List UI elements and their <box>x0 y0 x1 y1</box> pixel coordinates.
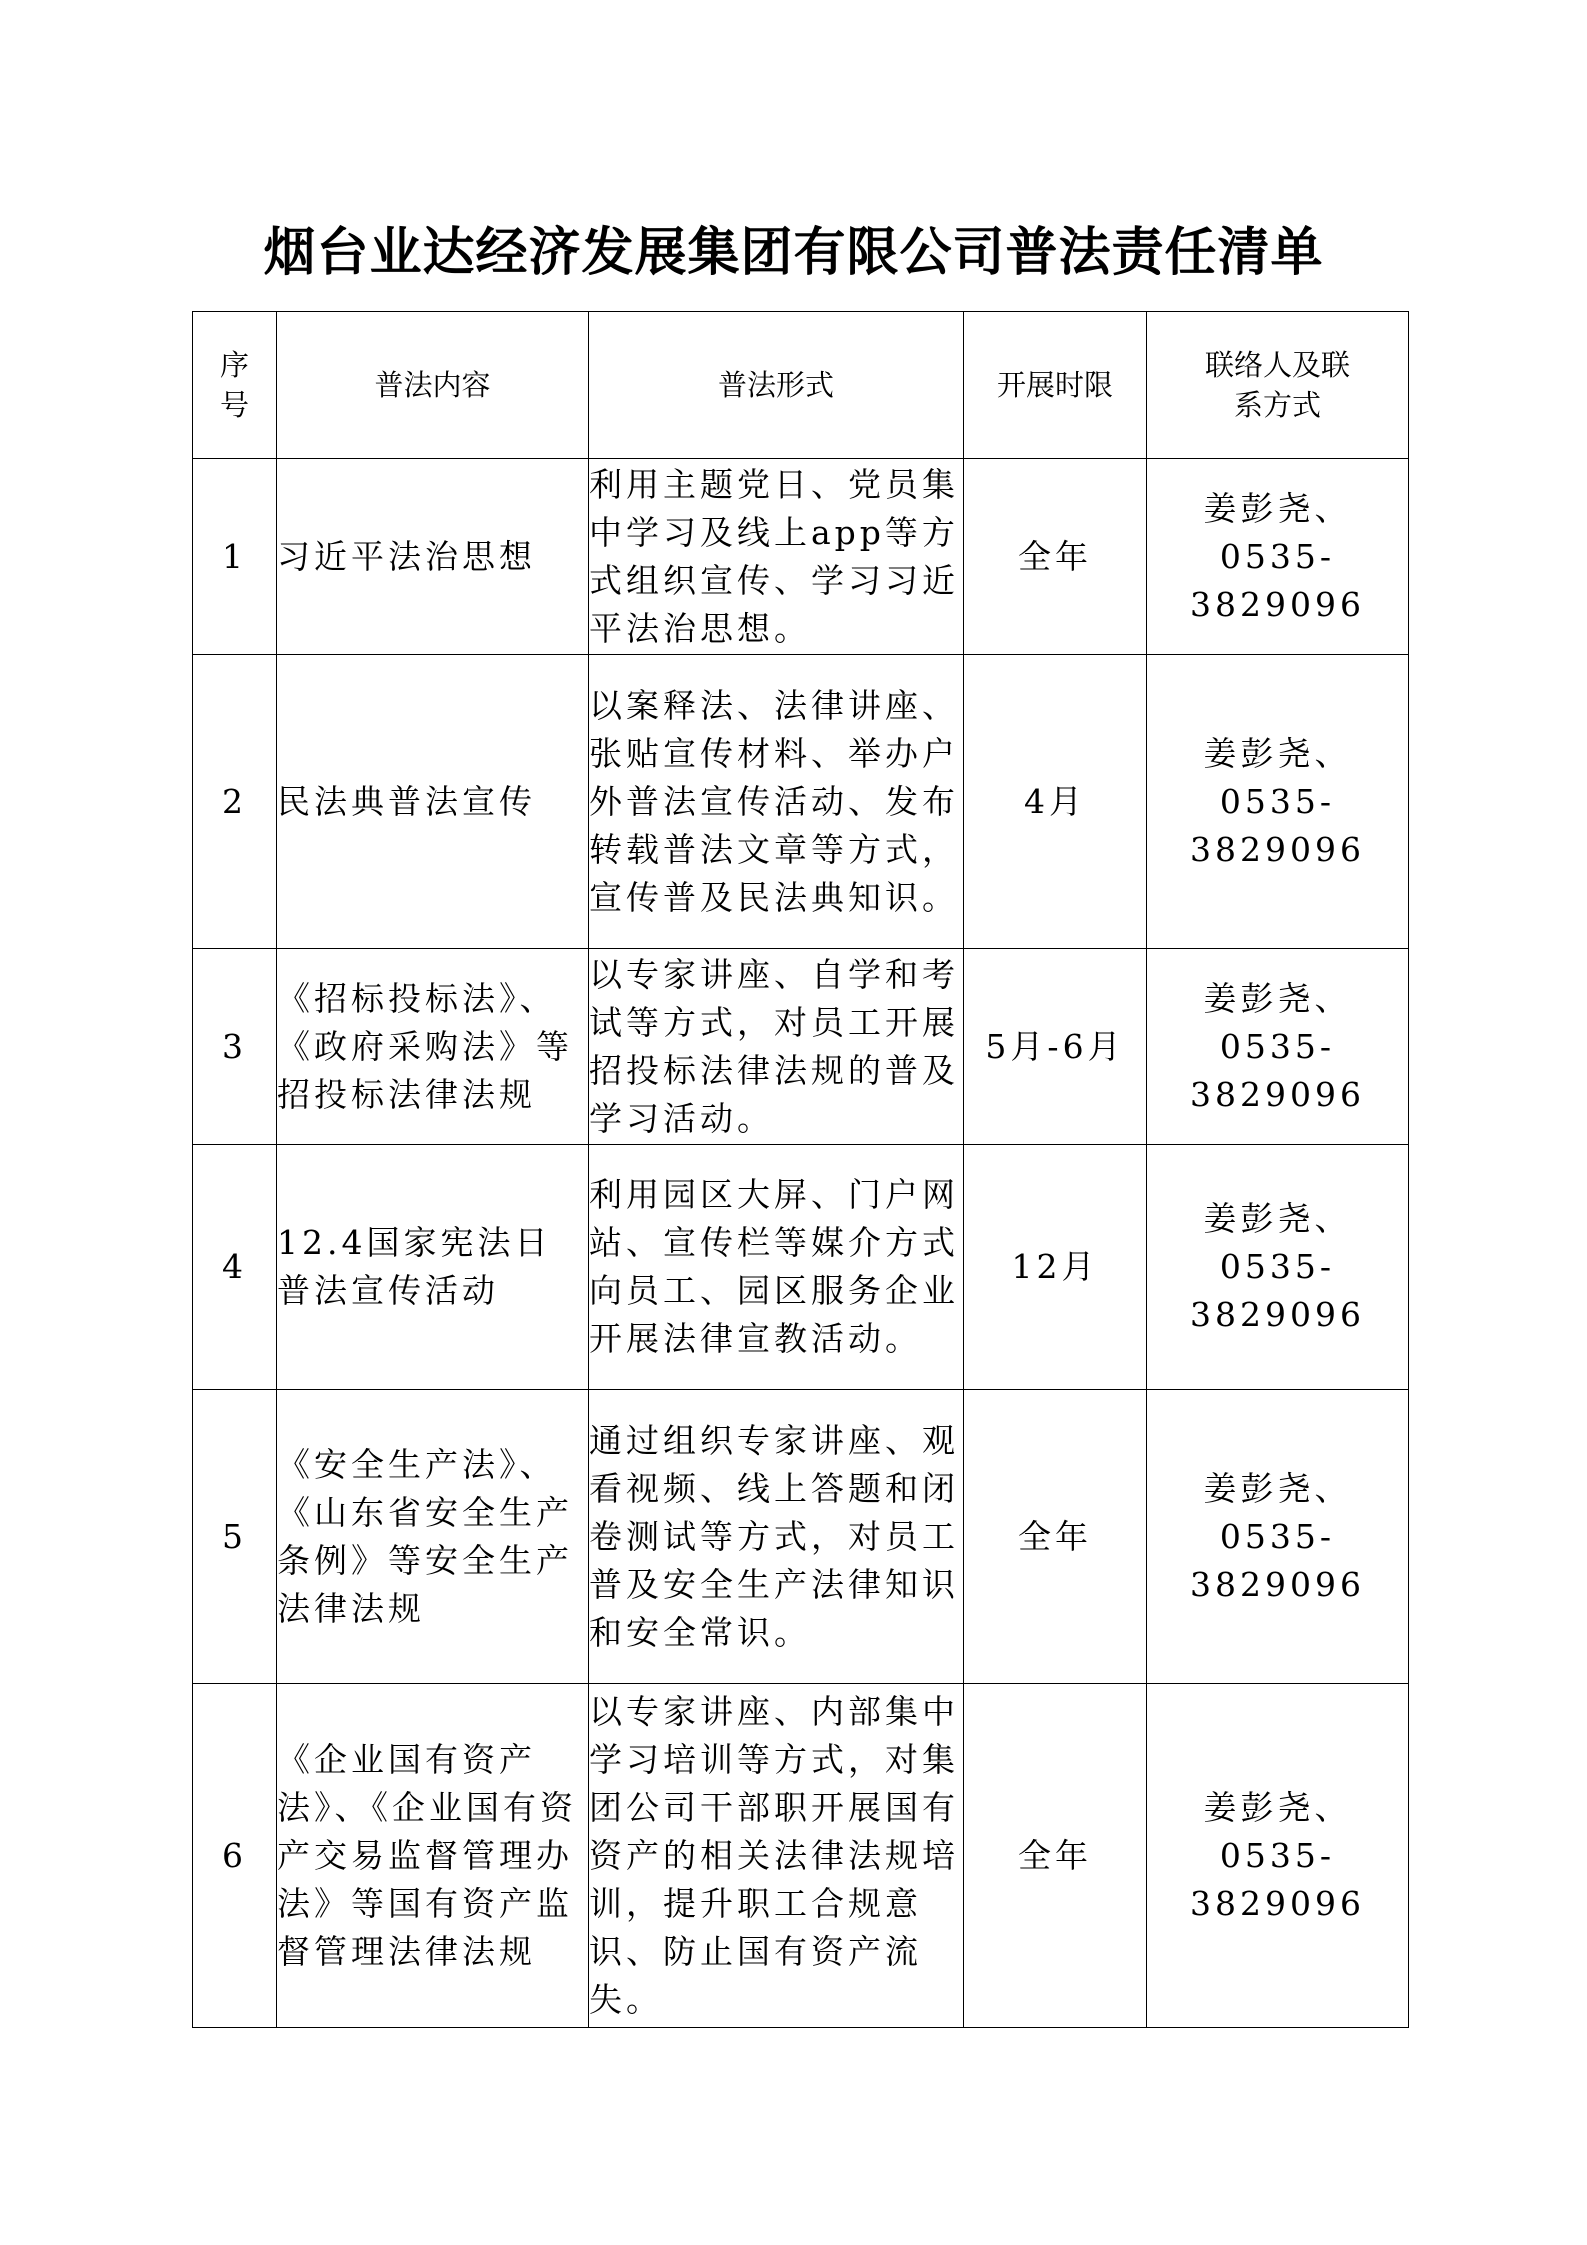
row-form: 以专家讲座、自学和考试等方式，对员工开展招投标法律法规的普及学习活动。 <box>589 949 964 1145</box>
row-contact <box>1147 459 1409 655</box>
contact-name: 姜彭尧、 <box>1203 733 1352 773</box>
row-content: 《安全生产法》、《山东省安全生产条例》等安全生产法律法规 <box>277 1390 589 1684</box>
contact-phone: 0535-3829096 <box>1190 781 1365 869</box>
row-seq: 6 <box>193 1684 277 2028</box>
row-content: 习近平法治思想 <box>277 459 589 655</box>
row-period: 12月 <box>964 1145 1147 1390</box>
contact-name: 姜彭尧、 <box>1203 978 1352 1018</box>
row-seq: 4 <box>193 1145 277 1390</box>
row-contact <box>1147 655 1409 949</box>
row-contact <box>1147 1684 1409 2028</box>
row-period: 4月 <box>964 655 1147 949</box>
table-row <box>193 459 1409 655</box>
row-period: 全年 <box>964 1684 1147 2028</box>
contact-name: 姜彭尧、 <box>1203 1787 1352 1827</box>
header-form: 普法形式 <box>589 312 964 459</box>
contact-phone: 0535-3829096 <box>1190 1835 1365 1923</box>
row-contact <box>1147 1390 1409 1684</box>
row-form: 以专家讲座、内部集中学习培训等方式，对集团公司干部职开展国有资产的相关法律法规培训，提升职工合规意识、防止国有资产流失。 <box>589 1684 964 2028</box>
row-content: 《招标投标法》、《政府采购法》等招投标法律法规 <box>277 949 589 1145</box>
row-seq: 2 <box>193 655 277 949</box>
contact-phone: 0535-3829096 <box>1190 536 1365 624</box>
contact-name: 姜彭尧、 <box>1203 1199 1352 1238</box>
table-row <box>193 655 1409 949</box>
header-seq: 序号 <box>193 312 277 459</box>
contact-phone: 0535-3829096 <box>1190 1026 1365 1114</box>
row-content: 12.4国家宪法日普法宣传活动 <box>277 1145 589 1390</box>
row-form: 通过组织专家讲座、观看视频、线上答题和闭卷测试等方式，对员工普及安全生产法律知识和安全常识。 <box>589 1390 964 1684</box>
row-content: 民法典普法宣传 <box>277 655 589 949</box>
header-content: 普法内容 <box>277 312 589 459</box>
row-period: 全年 <box>964 459 1147 655</box>
row-period: 全年 <box>964 1390 1147 1684</box>
row-form: 利用园区大屏、门户网站、宣传栏等媒介方式向员工、园区服务企业开展法律宣教活动。 <box>589 1145 964 1390</box>
row-form: 利用主题党日、党员集中学习及线上app等方式组织宣传、学习习近平法治思想。 <box>589 459 964 655</box>
row-contact <box>1147 1145 1409 1390</box>
contact-name: 姜彭尧、 <box>1203 488 1352 528</box>
row-period: 5月-6月 <box>964 949 1147 1145</box>
row-content: 《企业国有资产法》、《企业国有资产交易监督管理办法》等国有资产监督管理法律法规 <box>277 1684 589 2028</box>
table-row <box>193 1145 1409 1390</box>
table-row <box>193 1390 1409 1684</box>
responsibility-table <box>192 311 1409 2028</box>
row-seq: 1 <box>193 459 277 655</box>
row-seq: 5 <box>193 1390 277 1684</box>
header-contact: 联络人及联系方式 <box>1147 312 1409 459</box>
row-seq: 3 <box>193 949 277 1145</box>
document-title: 烟台业达经济发展集团有限公司普法责任清单 <box>263 222 1324 283</box>
table-row <box>193 1684 1409 2028</box>
row-form: 以案释法、法律讲座、张贴宣传材料、举办户外普法宣传活动、发布转载普法文章等方式，宣传普及民法典知识。 <box>589 655 964 949</box>
table-row <box>193 949 1409 1145</box>
header-row <box>193 312 1409 459</box>
row-contact <box>1147 949 1409 1145</box>
contact-phone: 0535-3829096 <box>1190 1516 1365 1604</box>
contact-phone: 0535-3829096 <box>1190 1247 1365 1334</box>
contact-name: 姜彭尧、 <box>1203 1468 1352 1508</box>
header-period: 开展时限 <box>964 312 1147 459</box>
